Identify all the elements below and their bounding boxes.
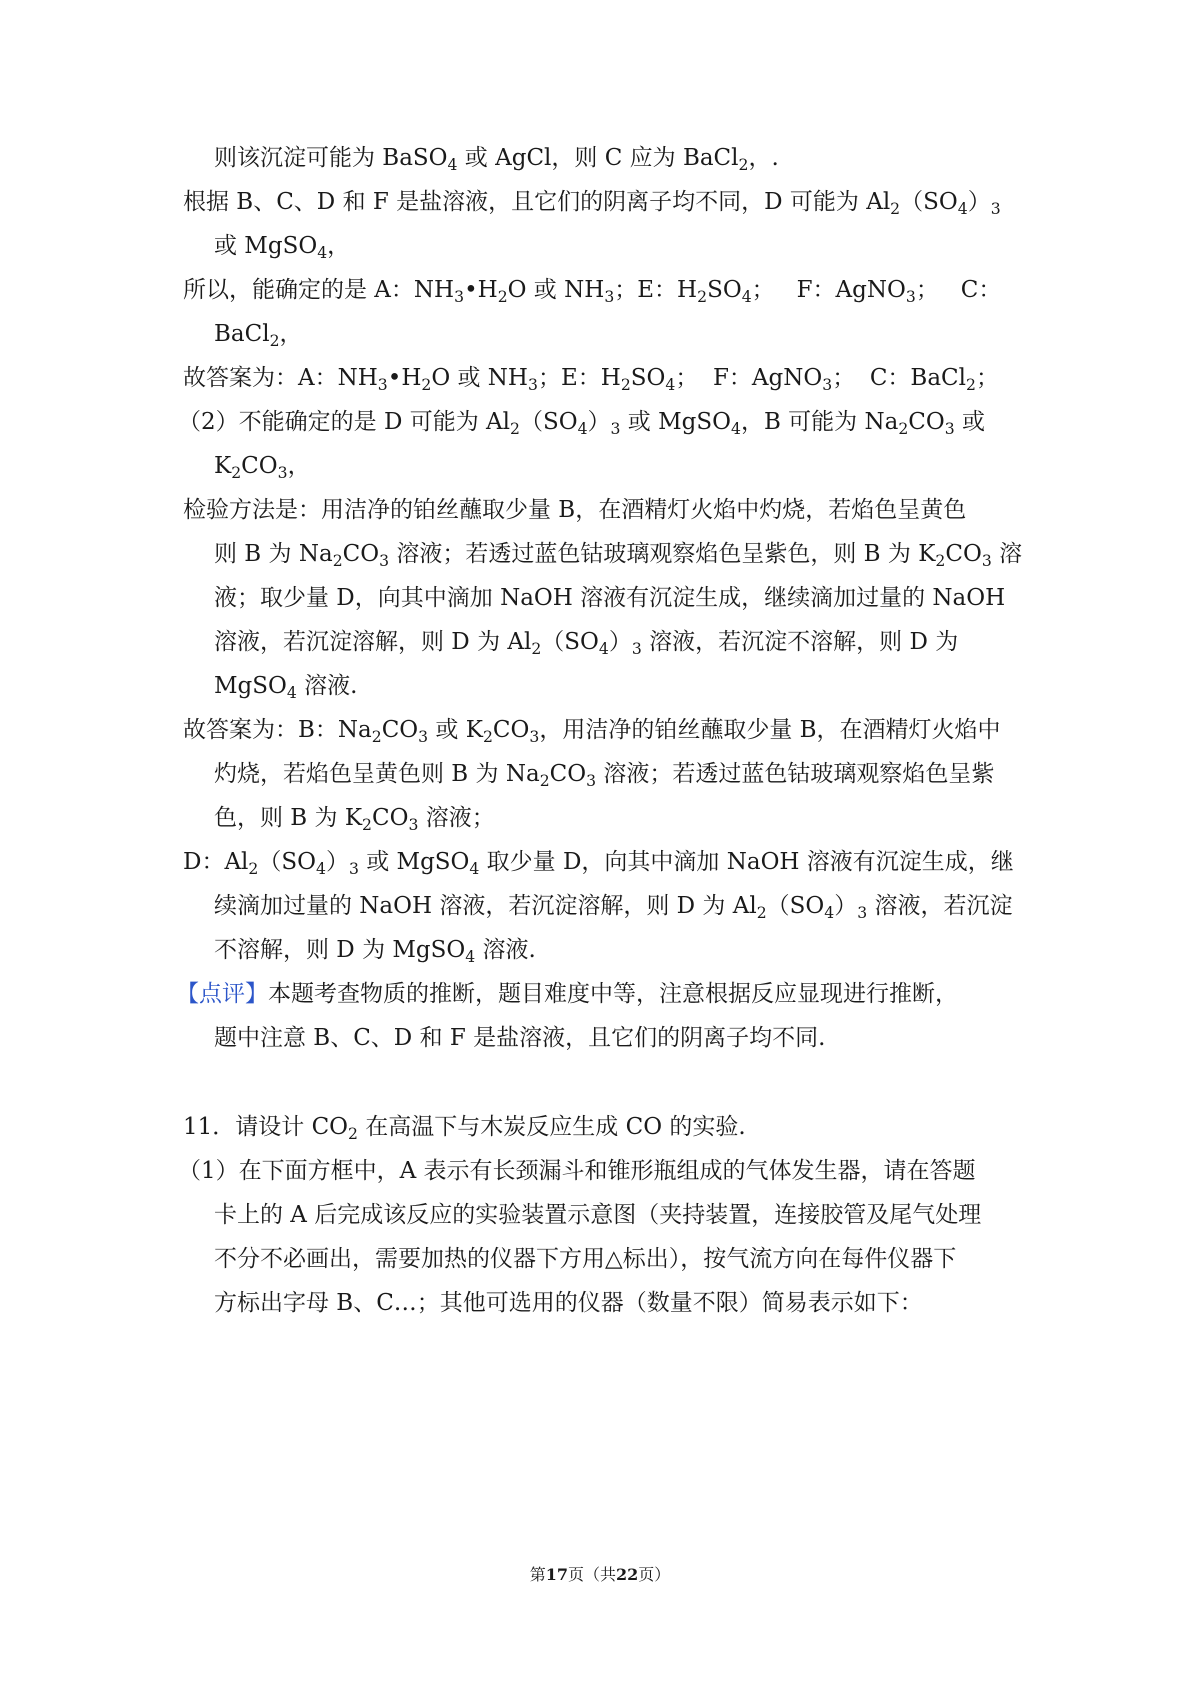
review-tag: 【点评】 (176, 981, 268, 1007)
text-line: 则该沉淀可能为 BaSO$_4$ 或 AgCl，则 C 应为 BaCl$_2$，. (214, 145, 779, 174)
text-line: BaCl$_2$， (214, 321, 303, 350)
text-line: 根据 B、C、D 和 F 是盐溶液，且它们的阴离子均不同，D 可能为 $Al_2(SO_4)_3$ (183, 189, 1001, 218)
text-line: 或 MgSO$_4$， (214, 233, 351, 262)
text-line: （2）不能确定的是 D 可能为 $Al_2(SO_4)_3$ 或 MgSO$_4$，B 可能为 $Na_2CO_3$ 或 (178, 409, 985, 438)
text-line: 溶液，若沉淀溶解，则 D 为 $Al_2(SO_4)_3$ 溶液，若沉淀不溶解，则 D 为 (214, 629, 959, 658)
text-line: 故答案为：A：$NH_3•H_2O$ 或 $NH_3$；E：$H_2SO_4$； F：AgNO$_3$； C：BaCl$_2$； (183, 365, 999, 394)
text-line: 灼烧，若焰色呈黄色则 B 为 $Na_2CO_3$ 溶液；若透过蓝色钴玻璃观察焰色呈紫 (214, 761, 995, 790)
text-line: D：$Al_2(SO_4)_3$ 或 MgSO$_4$ 取少量 D，向其中滴加 NaOH 溶液有沉淀生成，继 (183, 849, 1014, 878)
text-line: （1）在下面方框中，A 表示有长颈漏斗和锥形瓶组成的气体发生器，请在答题 (178, 1158, 976, 1184)
footer-total-pages: 22 (616, 1565, 639, 1584)
text-line: 液；取少量 D，向其中滴加 NaOH 溶液有沉淀生成，继续滴加过量的 NaOH (214, 585, 1006, 611)
text-line: 色，则 B 为 $K_2CO_3$ 溶液； (214, 805, 495, 834)
text-line: 卡上的 A 后完成该反应的实验装置示意图（夹持装置，连接胶管及尾气处理 (214, 1202, 982, 1228)
footer-prefix: 第 (529, 1565, 546, 1584)
review-line: 【点评】本题考查物质的推断，题目难度中等，注意根据反应显现进行推断， (176, 981, 958, 1007)
text-line: 检验方法是：用洁净的铂丝蘸取少量 B，在酒精灯火焰中灼烧，若焰色呈黄色 (183, 497, 967, 523)
page-footer (0, 1563, 1200, 1587)
text-line: 题中注意 B、C、D 和 F 是盐溶液，且它们的阴离子均不同. (214, 1025, 826, 1051)
text-line: 续滴加过量的 NaOH 溶液，若沉淀溶解，则 D 为 $Al_2(SO_4)_3$ 溶液，若沉淀 (214, 893, 1013, 922)
text-line: 不溶解，则 D 为 MgSO$_4$ 溶液. (214, 937, 536, 966)
footer-suffix: 页） (638, 1565, 671, 1584)
footer-middle: 页（共 (567, 1565, 616, 1584)
footer-page-number: 17 (545, 1565, 568, 1584)
text-line: 故答案为：B：$Na_2CO_3$ 或 $K_2CO_3$，用洁净的铂丝蘸取少量 B，在酒精灯火焰中 (183, 717, 1001, 746)
text-line: 则 B 为 $Na_2CO_3$ 溶液；若透过蓝色钴玻璃观察焰色呈紫色，则 B 为 $K_2CO_3$ 溶 (214, 541, 1023, 570)
text-line: MgSO$_4$ 溶液. (214, 673, 358, 702)
text-line: 所以，能确定的是 A：$NH_3•H_2O$ 或 $NH_3$；E：$H_2SO_4$； F：AgNO$_3$； C： (183, 277, 1002, 306)
text-line: 不分不必画出，需要加热的仪器下方用△标出），按气流方向在每件仪器下 (214, 1246, 957, 1272)
text-line: $K_2CO_3$， (214, 453, 311, 482)
text-line: 方标出字母 B、C…；其他可选用的仪器（数量不限）简易表示如下： (214, 1290, 923, 1316)
question-title: 11．请设计 $CO_2$ 在高温下与木炭反应生成 CO 的实验. (183, 1114, 746, 1143)
